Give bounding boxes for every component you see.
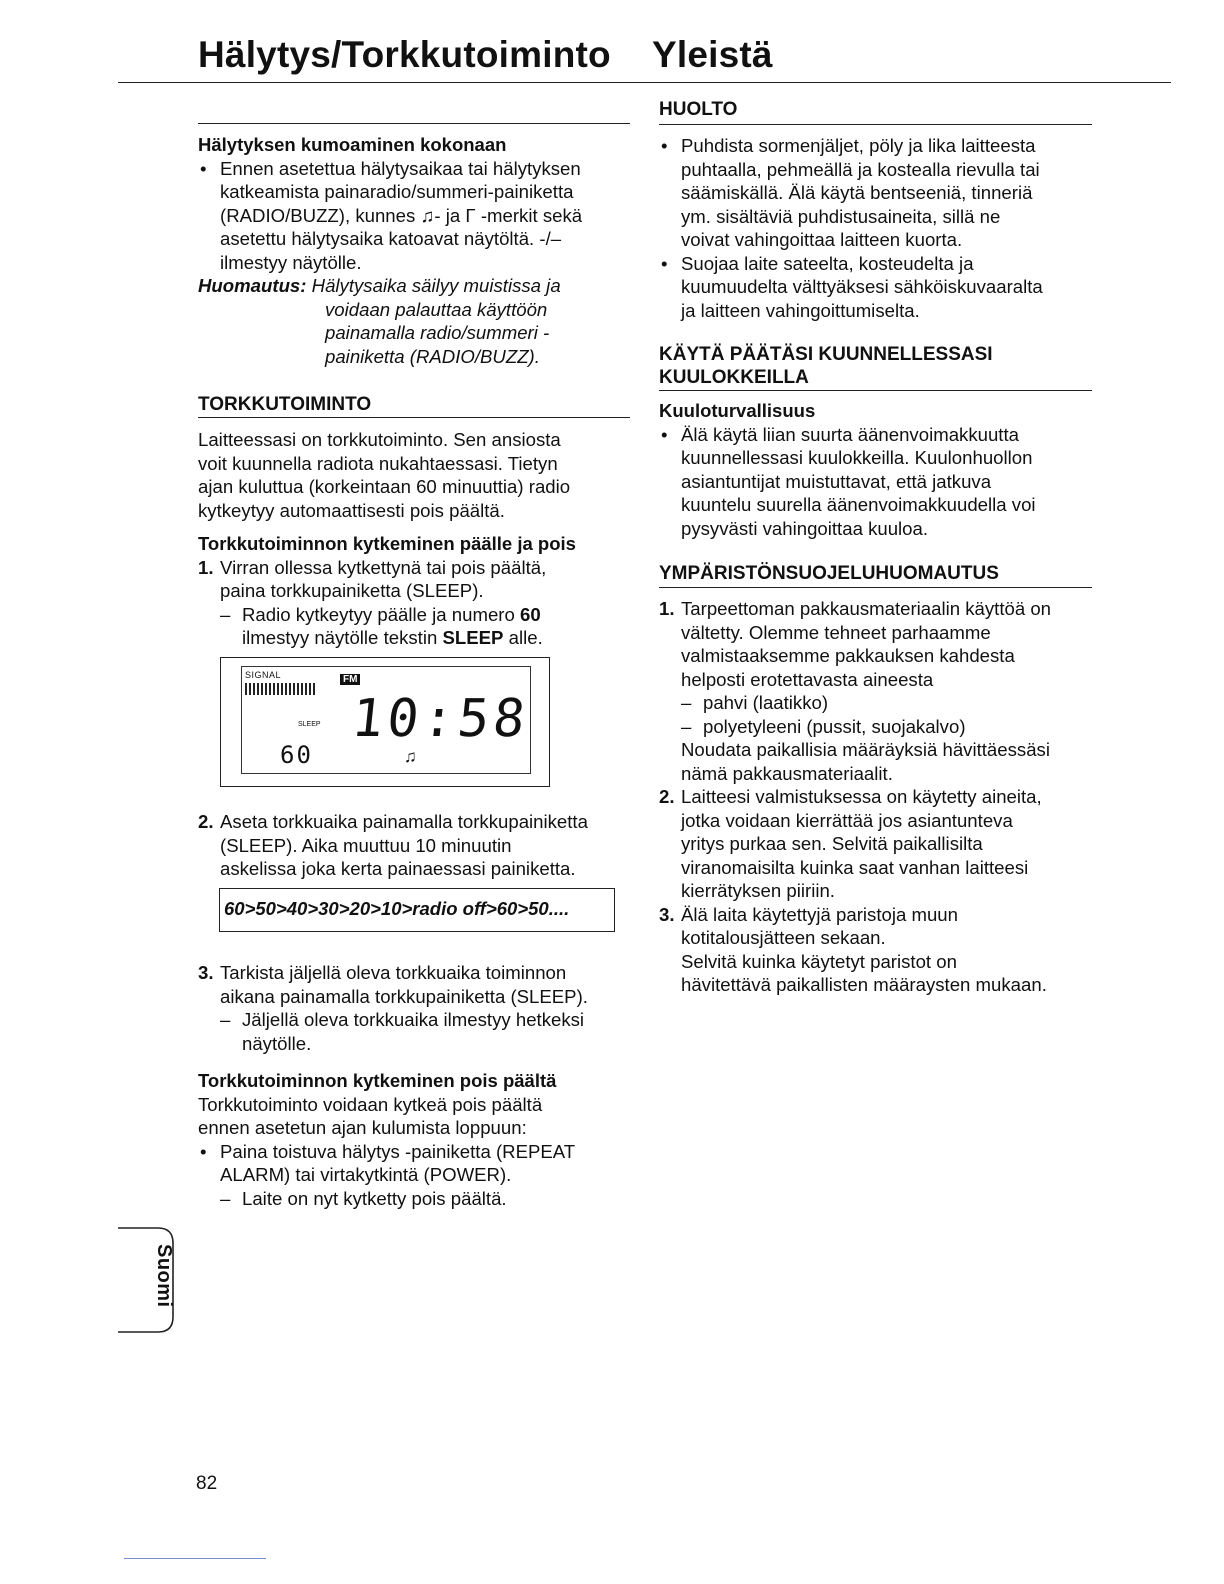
sleep-on-heading: Torkkutoiminnon kytkeminen päälle ja pois: [198, 533, 576, 554]
headphones-rule: [659, 390, 1092, 391]
step-2: 2. Aseta torkkuaika painamalla torkkupainiketta (SLEEP). Aika muuttuu 10 minuutin askelissa joka kerta painaessasi painiketta.: [198, 811, 588, 879]
off-result: – Laite on nyt kytketty pois päältä.: [198, 1187, 638, 1211]
bell-icon: Γ: [465, 204, 476, 226]
sleep-sequence-box: [219, 888, 615, 932]
sleep-value: 60: [280, 741, 313, 769]
page-title-left: Hälytys/Torkkutoiminto: [198, 34, 611, 75]
care-bullet-1: • Puhdista sormenjäljet, pöly ja lika laitteesta puhtaalla, pehmeällä ja kostealla rievulla tai säämiskällä. Älä käytä bentseeniä, tinneriä ym. sisältäviä puhdistusaineita, sillä ne voivat vahingoittaa laitteen kuorta.: [659, 134, 1104, 252]
cancel-heading: Hälytyksen kumoaminen kokonaan: [198, 134, 507, 155]
environment-heading: YMPÄRISTÖNSUOJELUHUOMAUTUS: [659, 563, 999, 584]
sleep-sequence: 60>50>40>30>20>10>radio off>60>50....: [224, 898, 570, 919]
music-note-icon: ♫: [420, 204, 435, 226]
hearing-safety-section: [659, 399, 1104, 540]
care-section: [659, 134, 1104, 322]
cancel-bullet: • Ennen asetettua hälytysaikaa tai hälytyksen katkeamista painaradio/summeri-painiketta (RADIO/BUZZ), kunnes ♫- ja Γ -merkit sekä asetettu hälytysaika katoavat näytöltä. -/– ilmestyy näytölle.: [198, 157, 638, 275]
band-indicator: FM: [340, 674, 360, 685]
sleep-section: Laitteessasi on torkkutoiminto. Sen ansiosta voit kuunnella radiota nukahtaessasi. Tietyn ajan kuluttua (korkeintaan 60 minuuttia) radio kytkeytyy automaattisesti pois päältä. Torkkutoiminnon kytkeminen päälle ja pois 1. Virran ollessa kytkettynä tai pois päältä, paina torkkupainiketta (SLEEP). – Radio kytkeytyy päälle ja numero 60 ilmestyy näytölle tekstin SLEEP alle.: [198, 428, 638, 650]
language-tab: Suomi: [153, 1244, 175, 1308]
step-1-result: – Radio kytkeytyy päälle ja numero 60 ilmestyy näytölle tekstin SLEEP alle.: [198, 603, 638, 650]
env-item-3: 3. Älä laita käytettyjä paristoja muun kotitalousjätteen sekaan. Selvitä kuinka käytetyt paristot on hävitettävä paikallisten määraysten mukaan.: [659, 903, 1047, 995]
hearing-safety-bullet: • Älä käytä liian suurta äänenvoimakkuutta kuunnellessasi kuulokkeilla. Kuulonhuollon asiantuntijat muistuttavat, että jatkuva kuuntelu suurella äänenvoimakkuudella voi pysyvästi vahingoittaa kuuloa.: [659, 423, 1104, 541]
sleep-heading: TORKKUTOIMINTO: [198, 394, 372, 415]
off-bullet: • Paina toistuva hälytys -painiketta (REPEAT ALARM) tai virtakytkintä (POWER).: [198, 1140, 638, 1187]
header-rule: [118, 82, 1171, 83]
left-top-rule: [198, 123, 630, 124]
sleep-rule: [198, 417, 630, 418]
note: Huomautus: Hälytysaika säilyy muistissa ja voidaan palauttaa käyttöön painamalla radio/summeri - painiketta (RADIO/BUZZ).: [198, 275, 561, 367]
care-rule: [659, 124, 1092, 125]
hearing-safety-heading: Kuuloturvallisuus: [659, 400, 816, 421]
footer-line: [124, 1558, 266, 1559]
env-item-2: 2. Laitteesi valmistuksessa on käytetty aineita, jotka voidaan kierrättää jos asiantunteva yritys purkaa sen. Selvitä paikallisilta viranomaisilta kuinka saat vanhan laitteesi kierrätyksen piiriin.: [659, 786, 1042, 901]
signal-bars-icon: [245, 683, 317, 695]
left-column: [198, 133, 638, 368]
env-item-1: 1. Tarpeettoman pakkausmateriaalin käyttöä on vältetty. Olemme tehneet parhaamme valmistaaksemme pakkauksen kahdesta helposti erotettavasta aineesta: [659, 598, 1052, 690]
headphones-heading: KÄYTÄ PÄÄTÄSI KUUNNELLESSASI KUULOKKEILLA: [659, 344, 993, 388]
note-label: Huomautus:: [198, 275, 307, 296]
step-1: 1. Virran ollessa kytkettynä tai pois päältä, paina torkkupainiketta (SLEEP).: [198, 556, 547, 601]
step-3-result: – Jäljellä oleva torkkuaika ilmestyy hetkeksi näytölle.: [198, 1008, 638, 1055]
clock-time: 10:58: [348, 689, 532, 749]
signal-label: SIGNAL: [245, 670, 282, 680]
care-bullet-2: • Suojaa laite sateelta, kosteudelta ja kuumuudelta välttyäksesi sähköiskuvaaralta ja laitteen vahingoittumiselta.: [659, 252, 1104, 323]
page-number: 82: [196, 1473, 218, 1494]
music-note-icon: ♫: [404, 747, 417, 766]
lcd-display-illustration: [220, 657, 550, 787]
environment-section: 1. Tarpeettoman pakkausmateriaalin käyttöä on vältetty. Olemme tehneet parhaamme valmistaaksemme pakkauksen kahdesta helposti erotettavasta aineesta – pahvi (laatikko) – polyetyleeni (pussit, suojakalvo) Noudata paikallisia määräyksiä hävittäessäsi nämä pakkausmateriaalit. 2. Laitteesi valmistuksessa on käytetty aineita, jotka voidaan kierrättää jos asiantunteva yritys purkaa sen. Selvitä paikallisilta viranomaisilta kuinka saat vanhan laitteesi kierrätyksen piiriin. 3. Älä laita käytettyjä paristoja muun kotitalousjätteen sekaan. Selvitä kuinka käytetyt paristot on hävitettävä paikallisten määraysten mukaan.: [659, 597, 1109, 997]
sleep-off-heading: Torkkutoiminnon kytkeminen pois päältä: [198, 1070, 557, 1091]
environment-rule: [659, 587, 1092, 588]
step-3: 3. Tarkista jäljellä oleva torkkuaika toiminnon aikana painamalla torkkupainiketta (SLEEP).: [198, 962, 588, 1007]
care-heading: HUOLTO: [659, 99, 738, 120]
page-title-right: Yleistä: [652, 34, 773, 75]
sleep-label: SLEEP: [298, 721, 321, 728]
step-3-and-off: 3. Tarkista jäljellä oleva torkkuaika toiminnon aikana painamalla torkkupainiketta (SLEEP). – Jäljellä oleva torkkuaika ilmestyy hetkeksi näytölle. Torkkutoiminnon kytkeminen pois päältä Torkkutoiminto voidaan kytkeä pois päältä ennen asetetun ajan kulumista loppuun: • Paina toistuva hälytys -painiketta (REPEAT ALARM) tai virtakytkintä (POWER). – Laite on nyt kytketty pois päältä.: [198, 961, 638, 1210]
